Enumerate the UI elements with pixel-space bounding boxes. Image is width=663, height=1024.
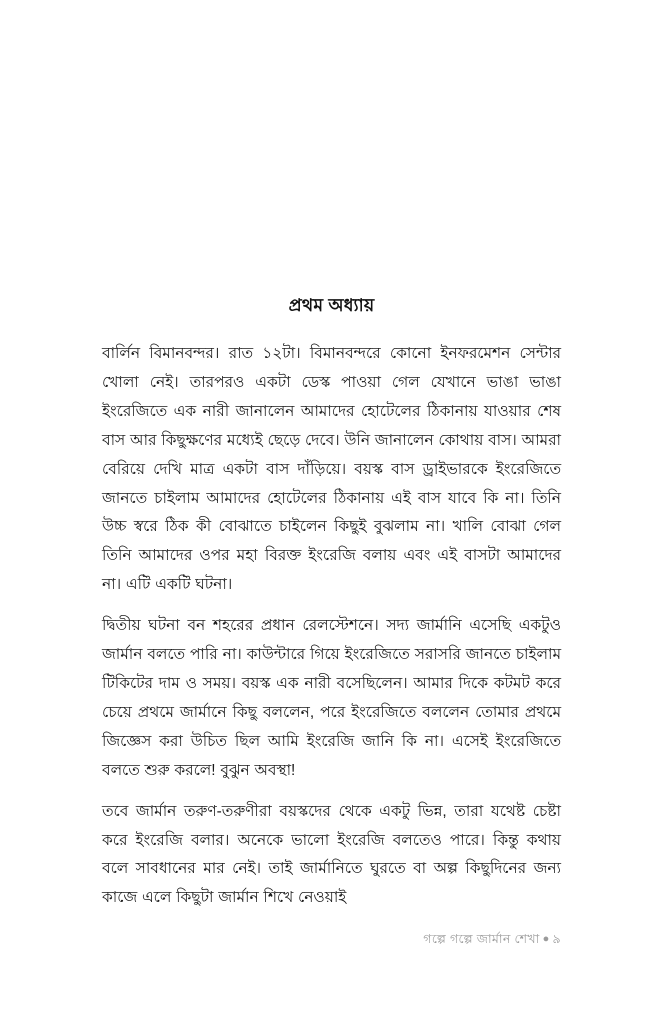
- body-paragraph: তবে জার্মান তরুণ-তরুণীরা বয়স্কদের থেকে একটু ভিন্ন, তারা যথেষ্ট চেষ্টা করে ইংরেজি বলার। অনেকে ভালো ইংরেজি বলতেও পারে। কিন্তু কথায় বলে সাবধানের মার নেই। তাই জার্মানিতে ঘুরতে বা অল্প কিছুদিনের জন্য কাজে এলে কিছুটা জার্মান শিখে নেওয়াই: [102, 802, 561, 907]
- page-footer: [102, 930, 561, 948]
- footer-book-title: গল্পে গল্পে জার্মান শেখা: [423, 932, 540, 946]
- chapter-heading: প্রথম অধ্যায়: [288, 295, 375, 315]
- footer-bullet-icon: ●: [542, 933, 550, 945]
- page-content: [102, 292, 561, 913]
- body-paragraph: দ্বিতীয় ঘটনা বন শহরের প্রধান রেলস্টেশনে। সদ্য জার্মানি এসেছি একটুও জার্মান বলতে পারি না। কাউন্টারে গিয়ে ইংরেজিতে সরাসরি জানতে চাইলাম টিকিটের দাম ও সময়। বয়স্ক এক নারী বসেছিলেন। আমার দিকে কটমট করে চেয়ে প্রথমে জার্মানে কিছু বললেন, পরে ইংরেজিতে বললেন তোমার প্রথমে জিজ্ঞেস করা উচিত ছিল আমি ইংরেজি জানি কি না। এসেই ইংরেজিতে বলতে শুরু করলে! বুঝুন অবস্থা!: [102, 617, 561, 779]
- body-paragraph: বার্লিন বিমানবন্দর। রাত ১২টা। বিমানবন্দরে কোনো ইনফরমেশন সেন্টার খোলা নেই। তারপরও একটা ডেস্ক পাওয়া গেল যেখানে ভাঙা ভাঙা ইংরেজিতে এক নারী জানালেন আমাদের হোটেলের ঠিকানায় যাওয়ার শেষ বাস আর কিছুক্ষণের মধ্যেই ছেড়ে দেবে। উনি জানালেন কোথায় বাস। আমরা বেরিয়ে দেখি মাত্র একটা বাস দাঁড়িয়ে। বয়স্ক বাস ড্রাইভারকে ইংরেজিতে জানতে চাইলাম আমাদের হোটেলের ঠিকানায় এই বাস যাবে কি না। তিনি উচ্চ স্বরে ঠিক কী বোঝাতে চাইলেন কিছুই বুঝলাম না। খালি বোঝা গেল তিনি আমাদের ওপর মহা বিরক্ত ইংরেজি বলায় এবং এই বাসটা আমাদের না। এটি একটি ঘটনা।: [102, 345, 561, 594]
- page-number: ৯: [552, 932, 561, 946]
